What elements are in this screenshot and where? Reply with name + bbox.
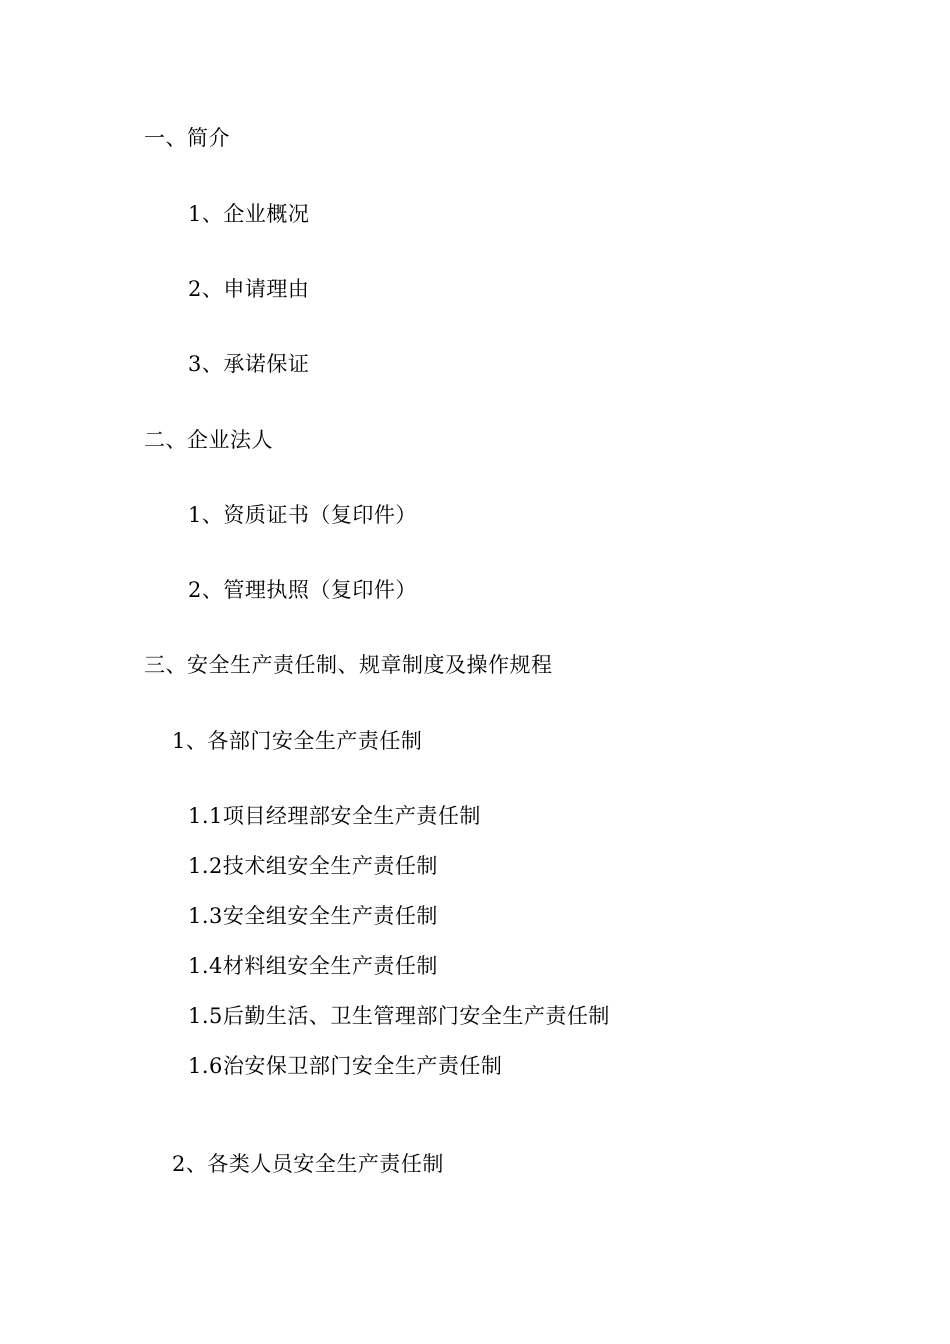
section-1-item-1: 1、企业概况	[188, 202, 310, 226]
section-3-subitem-5: 1.5后勤生活、卫生管理部门安全生产责任制	[188, 1004, 610, 1028]
section-3-subitem-4: 1.4材料组安全生产责任制	[188, 954, 438, 978]
section-3-subitem-3: 1.3安全组安全生产责任制	[188, 904, 438, 928]
section-2-title: 二、企业法人	[144, 428, 273, 452]
section-3-sub-1: 1、各部门安全生产责任制	[172, 729, 423, 753]
section-1-item-2: 2、申请理由	[188, 277, 310, 301]
section-1-title: 一、简介	[144, 126, 230, 150]
section-3-subitem-2: 1.2技术组安全生产责任制	[188, 854, 438, 878]
section-3-title: 三、安全生产责任制、规章制度及操作规程	[144, 653, 553, 677]
section-1-item-3: 3、承诺保证	[188, 352, 310, 376]
section-2-item-2: 2、管理执照（复印件）	[188, 578, 417, 602]
section-3-subitem-6: 1.6治安保卫部门安全生产责任制	[188, 1054, 503, 1078]
section-3-subitem-1: 1.1项目经理部安全生产责任制	[188, 804, 481, 828]
section-2-item-1: 1、资质证书（复印件）	[188, 503, 417, 527]
section-3-sub-2: 2、各类人员安全生产责任制	[172, 1152, 444, 1176]
